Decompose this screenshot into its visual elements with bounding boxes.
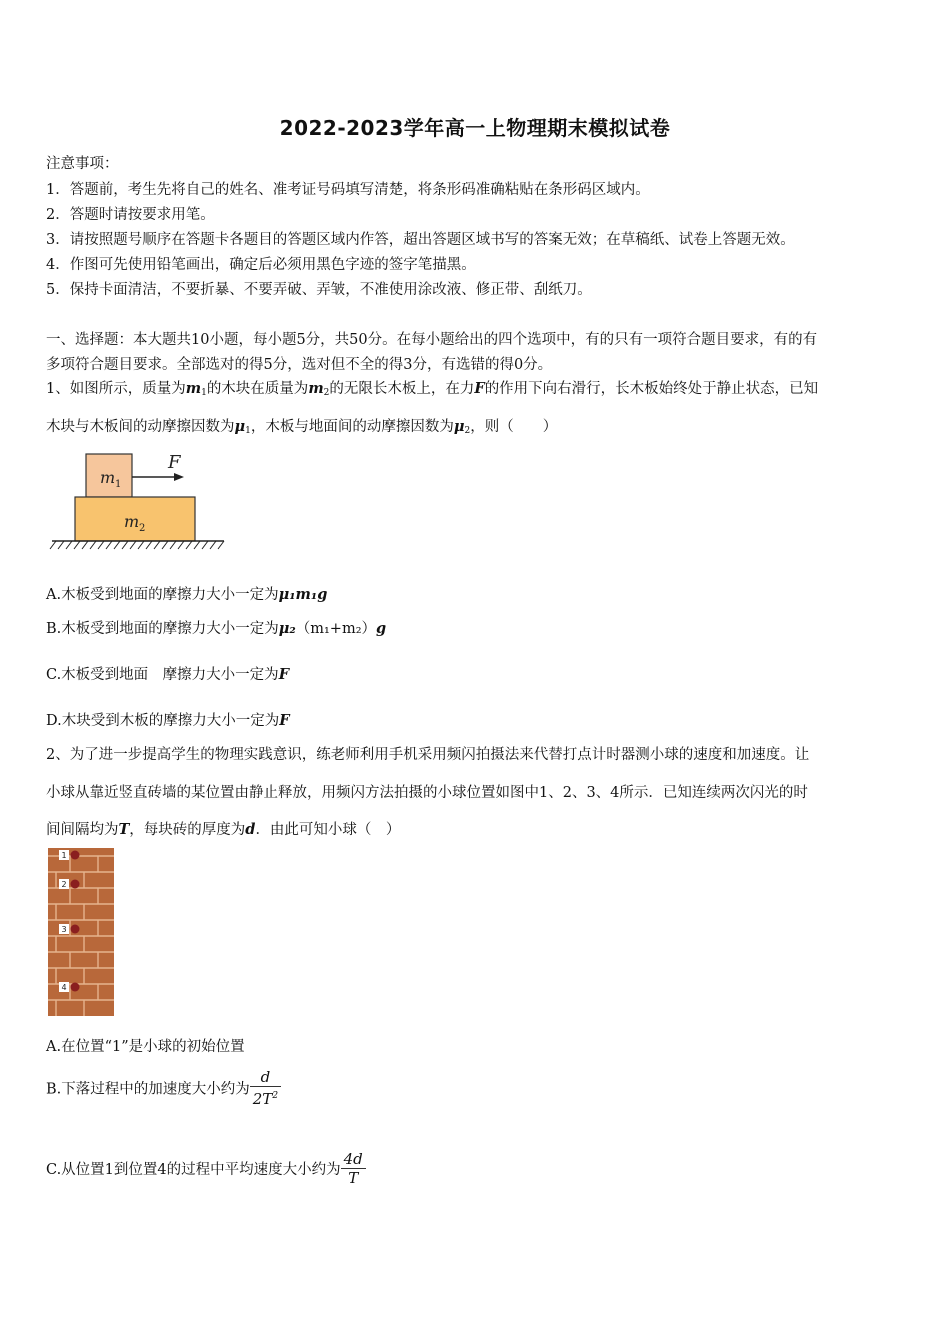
question-1-stem-line2: 木块与木板间的动摩擦因数为$\mu_1$，木板与地面间的动摩擦因数为$\mu_2$，则（ ） — [46, 418, 558, 436]
ball-position-4 — [71, 983, 80, 992]
notice-heading: 注意事项： — [46, 156, 119, 172]
ball-position-2 — [71, 880, 80, 889]
fraction-d-over-2T2: $\frac{d}{2T^2}$ — [250, 1068, 281, 1108]
notice-item-3: 3．请按照题号顺序在答题卡各题目的答题区域内作答，超出答题区域书写的答案无效；在草稿纸、试卷上答题无效。 — [46, 232, 795, 248]
question-2-option-b: B.下落过程中的加速度大小约为 $\frac{d}{2T^2}$ — [46, 1068, 281, 1108]
question-1-option-a: A.木板受到地面的摩擦力大小一定为μ₁m₁g — [46, 586, 328, 603]
question-1-option-c: C.木板受到地面 摩擦力大小一定为F — [46, 666, 289, 683]
marker-3: 3 — [61, 925, 67, 934]
question-2-stem-line1: 2、为了进一步提高学生的物理实践意识，练老师利用手机采用频闪拍摄法来代替打点计时器测小球的速度和加速度。让 — [46, 747, 810, 763]
notice-item-5: 5．保持卡面清洁，不要折暴、不要弄破、弄皱，不准使用涂改液、修正带、刮纸刀。 — [46, 282, 592, 298]
question-2-stem-line3: 间间隔均为T，每块砖的厚度为d．由此可知小球（ ） — [46, 821, 401, 838]
question-2-option-a: A.在位置“1”是小球的初始位置 — [46, 1039, 245, 1055]
question-2-option-c: C.从位置1到位置4的过程中平均速度大小约为 $\frac{4d}{T}$ — [46, 1150, 366, 1187]
marker-2: 2 — [61, 880, 67, 889]
block-on-board-figure — [48, 448, 228, 553]
brick-wall — [48, 848, 114, 1016]
marker-1: 1 — [61, 851, 67, 860]
notice-item-1: 1．答题前，考生先将自己的姓名、准考证号码填写清楚，将条形码准确粘贴在条形码区域内。 — [46, 182, 650, 198]
brick-wall-figure — [48, 848, 114, 1016]
section-intro-line1: 一、选择题：本大题共10小题，每小题5分，共50分。在每小题给出的四个选项中，有的只有一项符合题目要求，有的有 — [46, 332, 818, 348]
svg-text:2: 2 — [139, 523, 146, 534]
marker-4: 4 — [61, 983, 67, 992]
notice-item-4: 4．作图可先使用铅笔画出，确定后必须用黑色字迹的签字笔描黑。 — [46, 257, 476, 273]
question-1-stem-line1: 1、如图所示，质量为$m_1$的木块在质量为$m_2$的无限长木板上，在力F的作用下向右滑行，长木板始终处于静止状态，已知 — [46, 380, 819, 398]
page-title: 2022-2023学年高一上物理期末模拟试卷 — [279, 116, 671, 140]
ball-position-1 — [71, 851, 80, 860]
ball-position-3 — [71, 925, 80, 934]
question-1-option-b: B.木板受到地面的摩擦力大小一定为μ₂（m₁+m₂）g — [46, 620, 387, 637]
label-m2: m — [124, 512, 140, 531]
svg-text:1: 1 — [115, 479, 122, 490]
question-1-option-d: D.木块受到木板的摩擦力大小一定为F — [46, 712, 290, 729]
question-2-stem-line2: 小球从靠近竖直砖墙的某位置由静止释放，用频闪方法拍摄的小球位置如图中1、2、3、4所示．已知连续两次闪光的时 — [46, 785, 808, 801]
section-intro-line2: 多项符合题目要求。全部选对的得5分，选对但不全的得3分，有选错的得0分。 — [46, 357, 553, 373]
label-force: F — [168, 452, 181, 473]
notice-item-2: 2．答题时请按要求用笔。 — [46, 207, 215, 223]
fraction-4d-over-T: $\frac{4d}{T}$ — [341, 1150, 366, 1187]
label-m1: m — [100, 468, 116, 487]
